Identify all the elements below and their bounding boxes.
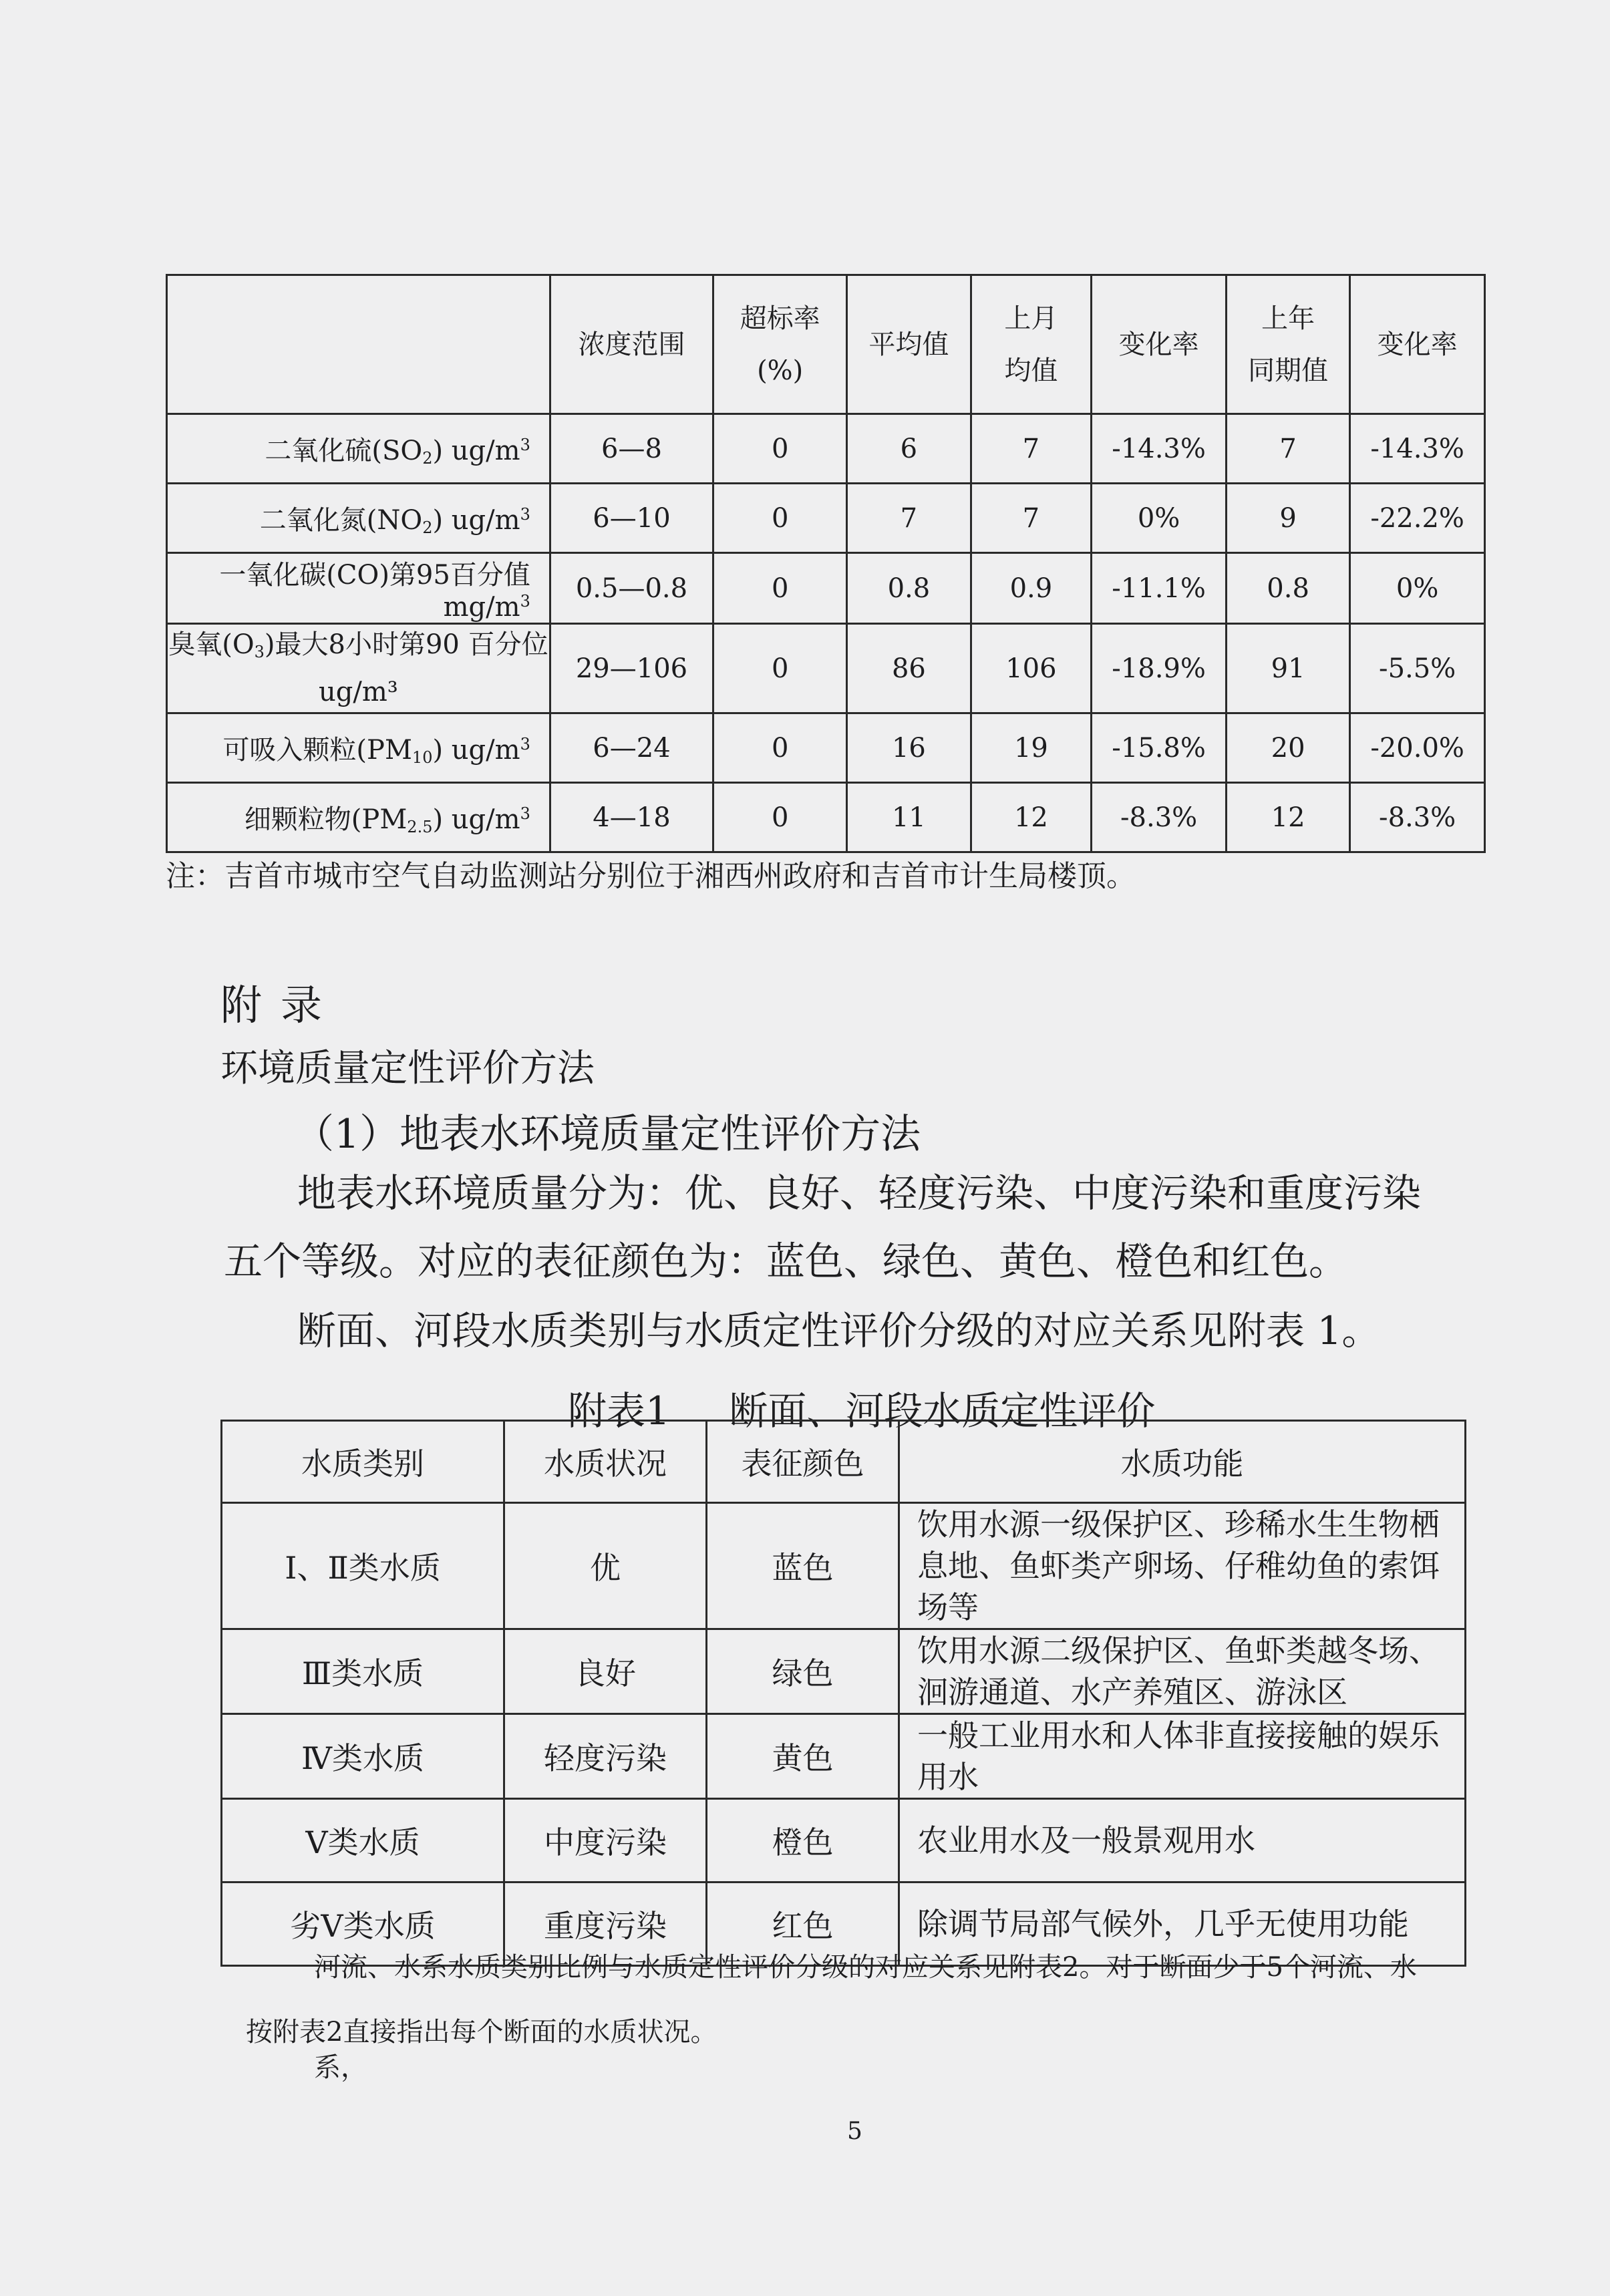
class-cell: Ⅴ类水质	[222, 1799, 504, 1882]
last-month-cell: 106	[971, 624, 1092, 713]
yoy-change-cell: -22.2%	[1350, 484, 1485, 553]
page-number: 5	[847, 2118, 862, 2145]
avg-cell: 6	[847, 414, 971, 484]
water-header-cell: 水质功能	[899, 1421, 1466, 1503]
change-cell: -18.9%	[1092, 624, 1227, 713]
last-year-cell: 91	[1226, 624, 1349, 713]
water-table-row	[222, 1629, 1466, 1714]
exceed-cell: 0	[713, 783, 847, 852]
status-cell: 中度污染	[504, 1799, 707, 1882]
range-cell: 4—18	[550, 783, 713, 852]
air-header-cell: 浓度范围	[550, 275, 713, 414]
last-month-cell: 7	[971, 484, 1092, 553]
pollutant-name: 臭氧$(O_3)$最大8小时第90 百分位 ug/m³	[167, 624, 550, 713]
pollutant-name: 细颗粒物$(PM_{2.5})$ $ug/m^3$	[167, 783, 550, 852]
body-paragraph: 地表水环境质量分为：优、良好、轻度污染、中度污染和重度污染五个等级。对应的表征颜色为：蓝色、绿色、黄色、橙色和红色。	[224, 1170, 1422, 1284]
color-cell: 黄色	[707, 1714, 899, 1799]
function-cell: 饮用水源二级保护区、鱼虾类越冬场、洄游通道、水产养殖区、游泳区	[899, 1629, 1466, 1714]
air-table-header-row	[167, 275, 1485, 414]
section-title: （1）地表水环境质量定性评价方法	[294, 1111, 921, 1158]
last-month-cell: 7	[971, 414, 1092, 484]
status-cell: 轻度污染	[504, 1714, 707, 1799]
range-cell: 0.5—0.8	[550, 553, 713, 624]
table-caption: 附表1 断面、河段水质定性评价	[568, 1388, 1156, 1434]
pollutant-name: 可吸入颗粒$(PM_{10})$ $ug/m^3$	[167, 713, 550, 783]
avg-cell: 0.8	[847, 553, 971, 624]
yoy-change-cell: -8.3%	[1350, 783, 1485, 852]
air-header-cell: 平均值	[847, 275, 971, 414]
color-cell: 橙色	[707, 1799, 899, 1882]
last-year-cell: 20	[1226, 713, 1349, 783]
air-header-cell: 变化率	[1092, 275, 1227, 414]
last-year-cell: 12	[1226, 783, 1349, 852]
exceed-cell: 0	[713, 624, 847, 713]
air-header-cell: 上年 同期值	[1226, 275, 1349, 414]
color-cell: 红色	[707, 1882, 899, 1966]
air-header-cell: 上月 均值	[971, 275, 1092, 414]
change-cell: -15.8%	[1092, 713, 1227, 783]
last-year-cell: 0.8	[1226, 553, 1349, 624]
air-quality-table	[166, 274, 1486, 853]
class-cell: Ⅳ类水质	[222, 1714, 504, 1799]
avg-cell: 7	[847, 484, 971, 553]
table-note: 注：吉首市城市空气自动监测站分别位于湘西州政府和吉首市计生局楼顶。	[166, 859, 1136, 893]
appendix-title: 附录	[220, 981, 341, 1029]
last-year-cell: 9	[1226, 484, 1349, 553]
footer-text: 河流、水系水质类别比例与水质定性评价分级的对应关系见附表2。对于断面少于5个河流、水系，	[314, 1952, 1417, 2083]
air-table-row	[167, 713, 1485, 783]
air-table-row	[167, 783, 1485, 852]
color-cell: 蓝色	[707, 1503, 899, 1629]
last-month-cell: 0.9	[971, 553, 1092, 624]
pollutant-name: 二氧化氮$(NO_2)$ $ug/m^3$	[167, 484, 550, 553]
status-cell: 良好	[504, 1629, 707, 1714]
water-table-row	[222, 1503, 1466, 1629]
change-cell: 0%	[1092, 484, 1227, 553]
air-table-row	[167, 484, 1485, 553]
pollutant-name: 一氧化碳(CO)第95百分值$mg/m^3$	[167, 553, 550, 624]
exceed-cell: 0	[713, 414, 847, 484]
avg-cell: 86	[847, 624, 971, 713]
last-month-cell: 19	[971, 713, 1092, 783]
air-header-cell	[167, 275, 550, 414]
exceed-cell: 0	[713, 713, 847, 783]
water-header-cell: 水质类别	[222, 1421, 504, 1503]
water-header-cell: 水质状况	[504, 1421, 707, 1503]
function-cell: 除调节局部气候外，几乎无使用功能	[899, 1882, 1466, 1966]
range-cell: 6—10	[550, 484, 713, 553]
function-cell: 一般工业用水和人体非直接接触的娱乐用水	[899, 1714, 1466, 1799]
function-cell: 饮用水源一级保护区、珍稀水生生物栖息地、鱼虾类产卵场、仔稚幼鱼的索饵场等	[899, 1503, 1466, 1629]
yoy-change-cell: -5.5%	[1350, 624, 1485, 713]
body-paragraph: 断面、河段水质类别与水质定性评价分级的对应关系见附表 1。	[297, 1308, 1381, 1353]
color-cell: 绿色	[707, 1629, 899, 1714]
change-cell: -11.1%	[1092, 553, 1227, 624]
air-table-row	[167, 553, 1485, 624]
last-year-cell: 7	[1226, 414, 1349, 484]
footer-text: 按附表2直接指出每个断面的水质状况。	[246, 2017, 717, 2047]
pollutant-name: 二氧化硫$(SO_2)$ $ug/m^3$	[167, 414, 550, 484]
range-cell: 6—8	[550, 414, 713, 484]
yoy-change-cell: -20.0%	[1350, 713, 1485, 783]
status-cell: 重度污染	[504, 1882, 707, 1966]
avg-cell: 11	[847, 783, 971, 852]
method-title: 环境质量定性评价方法	[220, 1047, 595, 1090]
exceed-cell: 0	[713, 484, 847, 553]
water-header-cell: 表征颜色	[707, 1421, 899, 1503]
exceed-cell: 0	[713, 553, 847, 624]
class-cell: Ⅲ类水质	[222, 1629, 504, 1714]
class-cell: Ⅰ、Ⅱ类水质	[222, 1503, 504, 1629]
yoy-change-cell: 0%	[1350, 553, 1485, 624]
water-quality-table	[220, 1420, 1466, 1967]
air-header-cell: 超标率 (%)	[713, 275, 847, 414]
water-table-row	[222, 1714, 1466, 1799]
air-header-cell: 变化率	[1350, 275, 1485, 414]
status-cell: 优	[504, 1503, 707, 1629]
air-table-row	[167, 624, 1485, 713]
change-cell: -14.3%	[1092, 414, 1227, 484]
class-cell: 劣Ⅴ类水质	[222, 1882, 504, 1966]
range-cell: 6—24	[550, 713, 713, 783]
yoy-change-cell: -14.3%	[1350, 414, 1485, 484]
water-table-header-row	[222, 1421, 1466, 1503]
avg-cell: 16	[847, 713, 971, 783]
water-table-row	[222, 1799, 1466, 1882]
last-month-cell: 12	[971, 783, 1092, 852]
air-table-row	[167, 414, 1485, 484]
change-cell: -8.3%	[1092, 783, 1227, 852]
function-cell: 农业用水及一般景观用水	[899, 1799, 1466, 1882]
range-cell: 29—106	[550, 624, 713, 713]
